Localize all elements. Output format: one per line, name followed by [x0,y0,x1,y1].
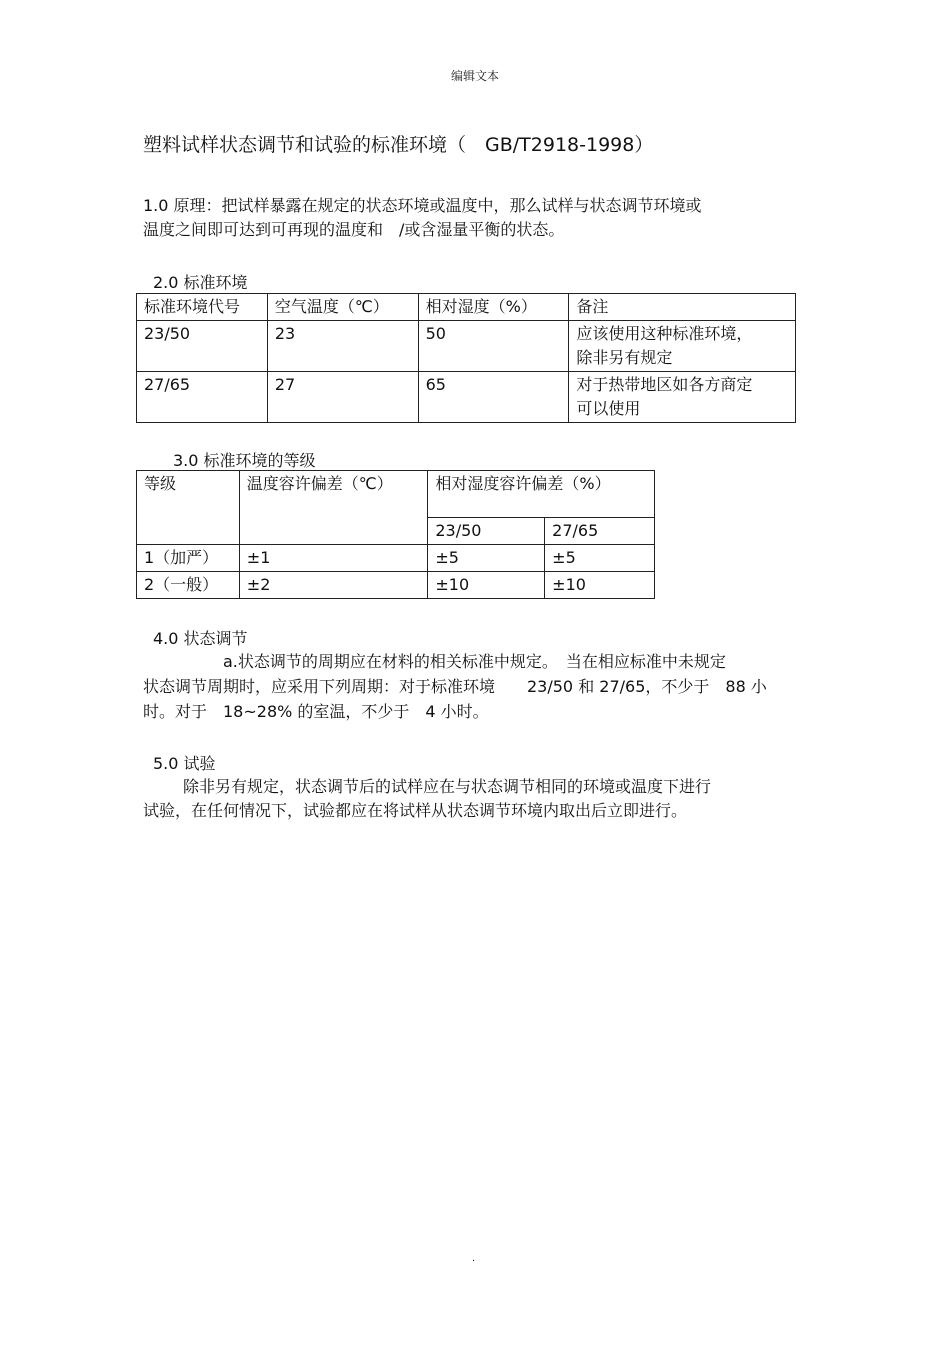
remark-line: 可以使用 [576,399,641,418]
header-cell: 温度容许偏差（℃） [239,471,428,545]
header-cell: 27/65 [545,518,655,545]
header-cell: 空气温度（℃） [267,294,418,321]
remark-line: 对于热带地区如各方商定 [576,375,753,394]
header-cell: 相对湿度（%） [418,294,569,321]
table-cell: 65 [418,372,569,423]
standard-environment-table [136,293,796,423]
table-row [137,545,655,572]
table-cell: ±10 [545,572,655,599]
table-cell: ±1 [239,545,428,572]
table-cell: 2（一般） [137,572,240,599]
header-cell: 相对湿度容许偏差（%） [428,471,655,518]
table-cell: 27/65 [137,372,268,423]
environment-grade-table [136,470,655,599]
section-2-heading: 2.0 标准环境 [153,273,248,292]
page-header: 编辑文本 [450,69,499,83]
table-cell [569,321,796,372]
table-cell: 23/50 [137,321,268,372]
table-cell: 23 [267,321,418,372]
principle-line-1: 1.0 原理：把试样暴露在规定的状态环境或温度中，那么试样与状态调节环境或 [143,196,702,215]
conditioning-line-2: 状态调节周期时，应采用下列周期：对于标准环境 23/50 和 27/65，不少于 88 小 [143,677,767,696]
section-3-heading: 3.0 标准环境的等级 [173,451,316,470]
header-cell: 等级 [137,471,240,545]
table-cell: ±10 [428,572,545,599]
remark-line: 除非另有规定 [576,348,673,367]
conditioning-line-3: 时。对于 18~28% 的室温，不少于 4 小时。 [143,702,489,721]
table-header-row [137,471,655,518]
conditioning-line-1: a.状态调节的周期应在材料的相关标准中规定。 当在相应标准中未规定 [223,652,726,671]
table-cell: 27 [267,372,418,423]
section-5-heading: 5.0 试验 [153,754,216,773]
header-cell: 标准环境代号 [137,294,268,321]
header-cell: 备注 [569,294,796,321]
test-line-1: 除非另有规定，状态调节后的试样应在与状态调节相同的环境或温度下进行 [183,777,712,796]
remark-line: 应该使用这种标准环境， [576,324,753,343]
table-cell [569,372,796,423]
table-header-row [137,294,796,321]
table-cell: 50 [418,321,569,372]
section-4-heading: 4.0 状态调节 [153,629,248,648]
table-cell: ±5 [428,545,545,572]
principle-line-2: 温度之间即可达到可再现的温度和 /或含湿量平衡的状态。 [143,220,565,239]
table-cell: 1（加严） [137,545,240,572]
table-row [137,372,796,423]
document-title: 塑料试样状态调节和试验的标准环境（ GB/T2918-1998） [143,134,654,156]
table-row [137,572,655,599]
table-cell: ±2 [239,572,428,599]
header-cell: 23/50 [428,518,545,545]
page-footer: . [472,1253,476,1264]
table-row [137,321,796,372]
table-cell: ±5 [545,545,655,572]
test-line-2: 试验，在任何情况下，试验都应在将试样从状态调节环境内取出后立即进行。 [143,801,688,820]
